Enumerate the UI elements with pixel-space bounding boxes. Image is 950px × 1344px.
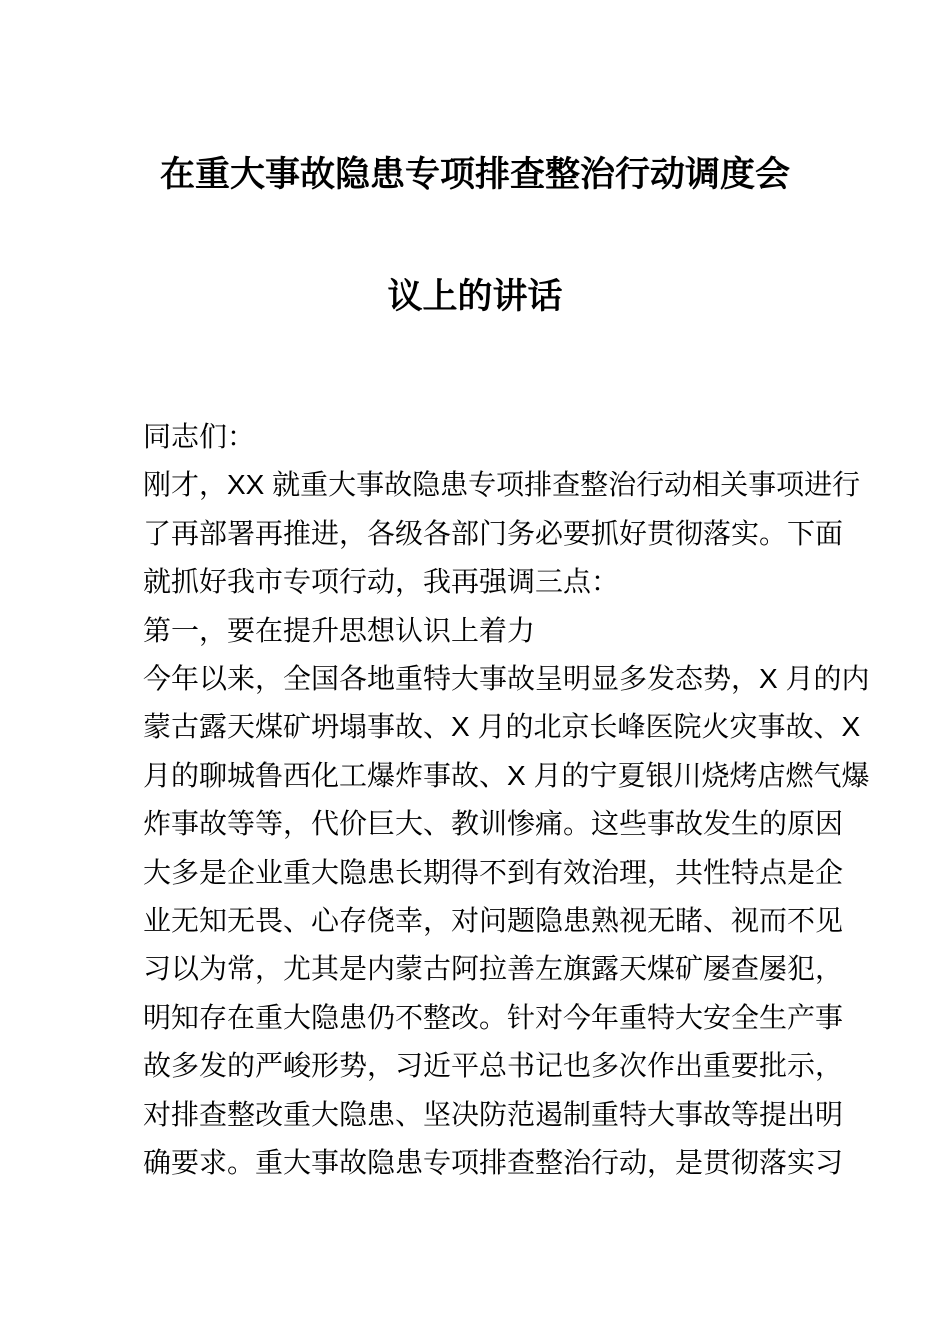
document-body-line: 月的聊城鲁西化工爆炸事故、X 月的宁夏银川烧烤店燃气爆: [143, 759, 870, 791]
document-body-line: 刚才，XX 就重大事故隐患专项排查整治行动相关事项进行: [143, 469, 861, 501]
document-title-line: 在重大事故隐患专项排查整治行动调度会: [159, 155, 790, 194]
document-body-line: 蒙古露天煤矿坍塌事故、X 月的北京长峰医院火灾事故、X: [143, 711, 861, 743]
document-body-line: 习以为常，尤其是内蒙古阿拉善左旗露天煤矿屡查屡犯，: [143, 953, 844, 985]
document-body-line: 同志们：: [143, 421, 256, 452]
document-body-line: 炸事故等等，代价巨大、教训惨痛。这些事故发生的原因: [143, 808, 844, 840]
document-title-line: 议上的讲话: [387, 277, 563, 316]
document-body-line: 确要求。重大事故隐患专项排查整治行动，是贯彻落实习: [143, 1147, 844, 1179]
document-body-line: 今年以来，全国各地重特大事故呈明显多发态势，X 月的内: [143, 663, 870, 695]
document-body-line: 就抓好我市专项行动，我再强调三点：: [143, 566, 620, 598]
document-title: [0, 114, 950, 358]
document-body: [143, 413, 903, 1188]
document-body-line: 第一，要在提升思想认识上着力: [143, 614, 536, 646]
document-body-line: 业无知无畏、心存侥幸，对问题隐患熟视无睹、视而不见: [143, 905, 844, 937]
document-body-line: 了再部署再推进，各级各部门务必要抓好贯彻落实。下面: [143, 517, 844, 549]
document-body-line: 大多是企业重大隐患长期得不到有效治理，共性特点是企: [143, 856, 844, 888]
document-body-line: 对排查整改重大隐患、坚决防范遏制重特大事故等提出明: [143, 1098, 844, 1130]
document-body-line: 明知存在重大隐患仍不整改。针对今年重特大安全生产事: [143, 1001, 844, 1033]
document-body-line: 故多发的严峻形势，习近平总书记也多次作出重要批示，: [143, 1050, 844, 1082]
